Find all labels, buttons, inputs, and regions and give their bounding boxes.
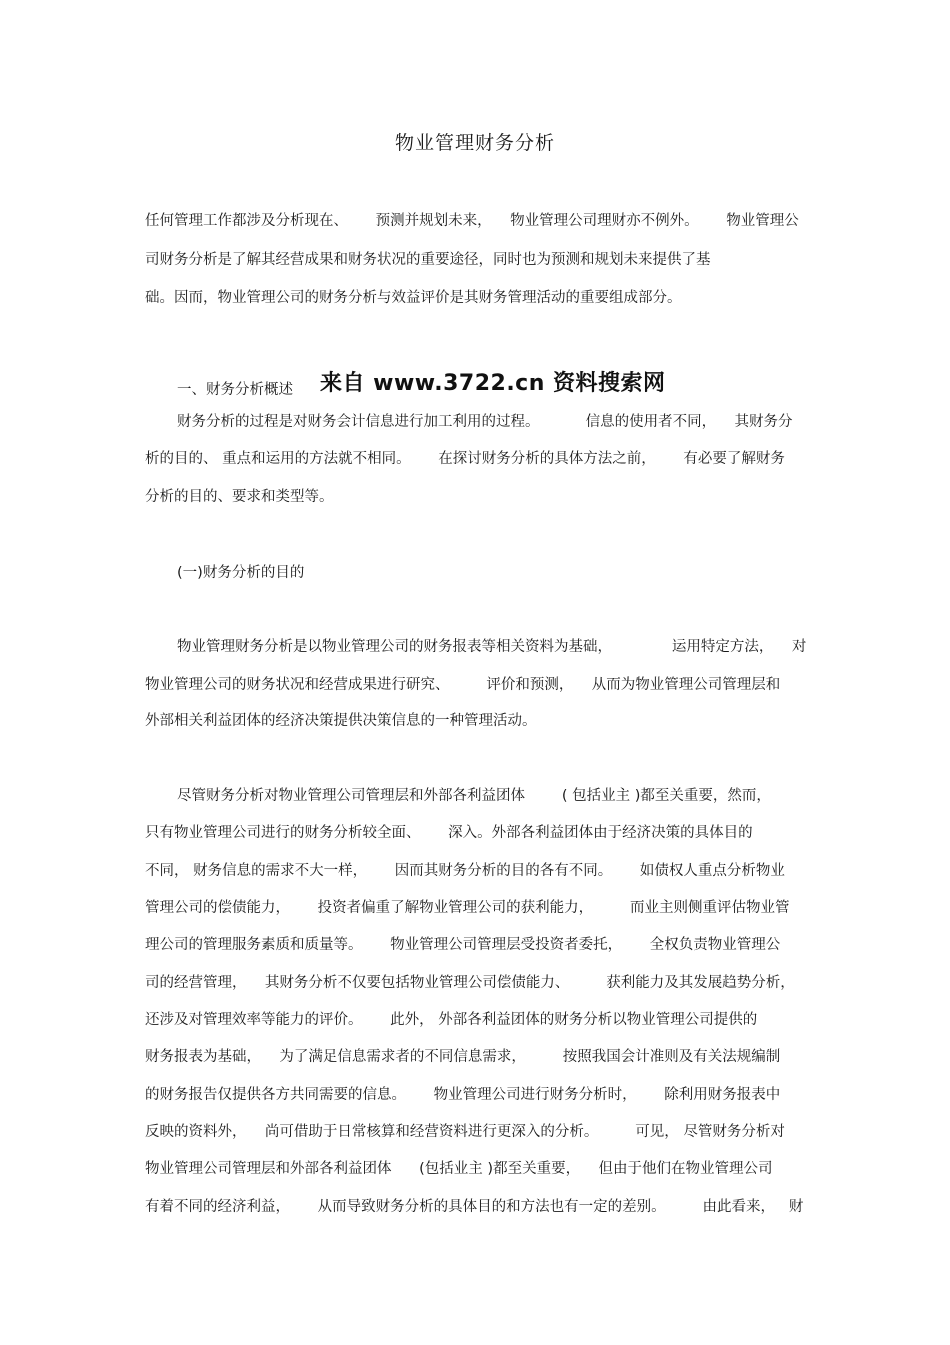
section-heading: 一、财务分析概述	[177, 382, 293, 398]
para2-line-10: 反映的资料外， 尚可借助于日常核算和经营资料进行更深入的分析。 可见， 尽管财务分析对	[145, 1124, 785, 1140]
para2-line-1: 尽管财务分析对物业管理公司管理层和外部各利益团体 ( 包括业主 )都至关重要，然而，	[177, 788, 771, 804]
para2-line-6: 司的经营管理， 其财务分析不仅要包括物业管理公司偿债能力、 获利能力及其发展趋势分析，	[145, 975, 795, 991]
intro-line-2: 司财务分析是了解其经营成果和财务状况的重要途径，同时也为预测和规划未来提供了基	[145, 252, 711, 268]
section-para-line-1: 财务分析的过程是对财务会计信息进行加工利用的过程。 信息的使用者不同， 其财务分	[177, 414, 793, 430]
para2-line-8: 财务报表为基础， 为了满足信息需求者的不同信息需求， 按照我国会计准则及有关法规编制	[145, 1049, 781, 1065]
subsection-heading: (一)财务分析的目的	[177, 565, 305, 581]
para2-line-9: 的财务报告仅提供各方共同需要的信息。 物业管理公司进行财务分析时， 除利用财务报表中	[145, 1087, 781, 1103]
intro-line-1: 任何管理工作都涉及分析现在、 预测并规划未来， 物业管理公司理财亦不例外。 物业管理公	[145, 213, 799, 229]
para1-line-3: 外部相关利益团体的经济决策提供决策信息的一种管理活动。	[145, 713, 537, 729]
para2-line-3: 不同， 财务信息的需求不大一样， 因而其财务分析的目的各有不同。 如债权人重点分析物业	[145, 863, 785, 879]
para2-line-4: 管理公司的偿债能力， 投资者偏重了解物业管理公司的获利能力， 而业主则侧重评估物业管	[145, 900, 790, 916]
section-para-line-3: 分析的目的、要求和类型等。	[145, 489, 334, 505]
para2-line-5: 理公司的管理服务素质和质量等。 物业管理公司管理层受投资者委托， 全权负责物业管理公	[145, 937, 781, 953]
section-para-line-2: 析的目的、 重点和运用的方法就不相同。 在探讨财务分析的具体方法之前， 有必要了解财务	[145, 451, 785, 467]
watermark-text: 来自 www.3722.cn 资料搜索网	[320, 371, 666, 396]
para2-line-7: 还涉及对管理效率等能力的评价。 此外， 外部各利益团体的财务分析以物业管理公司提供的	[145, 1012, 758, 1028]
para2-line-12: 有着不同的经济利益， 从而导致财务分析的具体目的和方法也有一定的差别。 由此看来， 财	[145, 1199, 804, 1215]
para2-line-11: 物业管理公司管理层和外部各利益团体 (包括业主 )都至关重要， 但由于他们在物业管理公司	[145, 1161, 773, 1177]
document-title: 物业管理财务分析	[394, 132, 555, 154]
para2-line-2: 只有物业管理公司进行的财务分析较全面、 深入。外部各利益团体由于经济决策的具体目的	[145, 825, 753, 841]
para1-line-2: 物业管理公司的财务状况和经营成果进行研究、 评价和预测， 从而为物业管理公司管理层和	[145, 677, 781, 693]
intro-line-3: 础。因而，物业管理公司的财务分析与效益评价是其财务管理活动的重要组成部分。	[145, 290, 682, 306]
para1-line-1: 物业管理财务分析是以物业管理公司的财务报表等相关资料为基础， 运用特定方法， 对	[177, 639, 807, 655]
